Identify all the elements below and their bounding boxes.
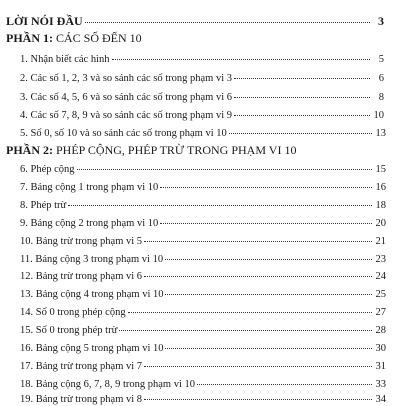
toc-entry-title: 13. Bảng cộng 4 trong phạm vi 10 [20,289,164,300]
toc-entry-page: 16 [375,182,386,193]
toc-entry-title: 14. Số 0 trong phép cộng [20,307,126,318]
toc-preface [6,15,384,28]
toc-entry-title: 12. Bảng trừ trong phạm vi 6 [20,271,143,282]
dot-leader [234,78,370,79]
toc-entry-page: 10 [373,110,384,121]
toc-entry-page: 13 [375,128,386,139]
dot-leader [144,276,372,277]
toc-entry [20,199,386,212]
toc-entry-page: 20 [375,218,386,229]
toc-entry-page: 25 [375,289,386,300]
toc-entry [20,53,384,66]
toc-entry-title: 9. Bảng cộng 2 trong phạm vi 10 [20,218,159,229]
toc-part-heading [6,32,384,45]
dot-leader [197,384,372,385]
toc-entry [20,306,386,319]
dot-leader [165,259,372,260]
toc-entry [20,109,384,122]
toc-preface-page: 3 [378,14,384,28]
toc-entry-title: 2. Các số 1, 2, 3 và so sánh các số trong phạm vi 3 [20,73,233,84]
toc-entry-title: 15. Số 0 trong phép trừ [20,325,118,336]
toc-entry-title: 4. Các số 7, 8, 9 và so sánh các số trong phạm vi 9 [20,110,233,121]
toc-entry-page: 23 [375,254,386,265]
toc-entry-title: 7. Bảng cộng 1 trong phạm vi 10 [20,182,159,193]
toc-entry-page: 27 [375,307,386,318]
part-label: PHẦN 2: [6,143,53,157]
toc-entry [20,378,386,391]
toc-entry-page: 6 [378,73,384,84]
toc-entry-page: 30 [375,343,386,354]
toc-entry [20,270,386,283]
dot-leader [229,133,372,134]
dot-leader [160,187,372,188]
dot-leader [165,294,372,295]
toc-entry-title: 1. Nhận biết các hình [20,54,110,65]
toc-entry [20,235,386,248]
part-label: PHẦN 1: [6,31,53,45]
toc-entry [20,127,386,140]
toc-entry-page: 28 [375,325,386,336]
part-title: PHÉP CỘNG, PHÉP TRỪ TRONG PHẠM VI 10 [56,143,297,157]
dot-leader [165,348,372,349]
toc-entry [20,288,386,301]
part-title: CÁC SỐ ĐẾN 10 [56,31,142,45]
toc-entry-page: 5 [378,54,384,65]
toc-entry-title: 3. Các số 4, 5, 6 và so sánh các số trong phạm vi 6 [20,92,233,103]
toc-entry-title: 8. Phép trừ [20,200,67,211]
toc-entry [20,253,386,266]
dot-leader [85,22,370,23]
toc-entry-title: 17. Bảng trừ trong phạm vi 7 [20,361,143,372]
toc-entry-title: 10. Bảng trừ trong phạm vi 5 [20,236,143,247]
toc-entry-page: 34 [375,394,386,405]
toc-entry [20,72,384,85]
toc-entry [20,217,386,230]
dot-leader [112,59,370,60]
toc-part-heading [6,144,384,157]
toc-entry-page: 21 [375,236,386,247]
toc-entry-page: 8 [378,92,384,103]
toc-preface-title: LỜI NÓI ĐẦU [6,14,83,28]
dot-leader [128,312,372,313]
toc-entry [20,163,386,176]
toc-entry-page: 18 [375,200,386,211]
dot-leader [234,97,370,98]
toc-entry [20,91,384,104]
dot-leader [144,241,372,242]
toc-entry [20,360,386,373]
toc-entry-page: 33 [375,379,386,390]
toc-entry-title: 18. Bảng cộng 6, 7, 8, 9 trong phạm vi 10 [20,379,195,390]
toc-entry-page: 15 [375,164,386,175]
toc-entry [20,342,386,355]
toc-entry-page: 24 [375,271,386,282]
dot-leader [144,366,372,367]
dot-leader [160,223,372,224]
dot-leader [77,169,372,170]
dot-leader [68,205,372,206]
toc-entry [20,181,386,194]
toc-entry-title: 5. Số 0, số 10 và so sánh các số trong phạm vi 10 [20,128,227,139]
dot-leader [234,115,370,116]
toc-entry-title: 19. Bảng trừ trong phạm vi 8 [20,394,143,405]
dot-leader [119,330,372,331]
toc-entry-title: 6. Phép cộng [20,164,75,175]
toc-entry [20,324,386,337]
toc-entry-title: 16. Bảng cộng 5 trong phạm vi 10 [20,343,164,354]
toc-entry-title: 11. Bảng cộng 3 trong phạm vi 10 [20,254,164,265]
toc-entry-page: 31 [375,361,386,372]
